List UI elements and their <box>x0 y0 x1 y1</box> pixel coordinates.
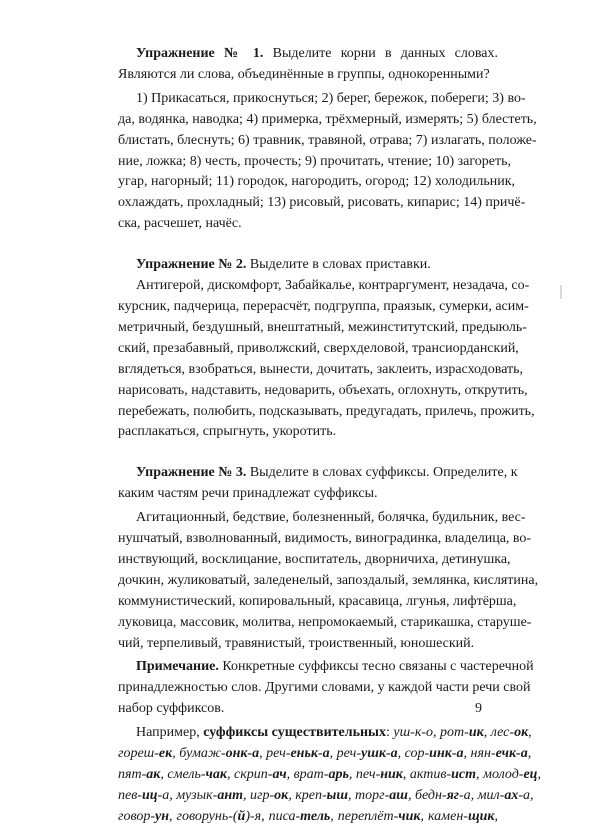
exercise-3-line: инствующий, восклицание, воспитатель, дворничиха, детинушка, <box>118 551 511 567</box>
exercise-2-line: вглядеться, взобраться, вынести, дочитать, заклеить, израсходовать, <box>118 361 524 377</box>
example-first-items <box>393 725 531 740</box>
example-word: , переплёт- <box>330 808 399 824</box>
example-bold-label: суффиксы существительных <box>203 725 386 741</box>
exercise-1-line: охлаждать, прохладный; 13) рисовый, рисовать, кипарис; 14) причё- <box>118 195 526 211</box>
example-lead: Например, <box>136 725 200 741</box>
note-label: Примечание. <box>136 659 219 675</box>
exercise-2-line: перебежать, полюбить, подсказывать, предугадать, прилечь, прожить, <box>118 403 535 419</box>
note-line-3: набор суффиксов. <box>118 701 225 717</box>
example-suffix: щик <box>467 808 495 824</box>
example-word: , креп- <box>288 787 327 803</box>
exercise-2-task: Выделите в словах приставки. <box>249 257 431 273</box>
example-word: , <box>527 746 532 762</box>
exercise-3-line: нушчатый, взволнованный, видимость, виноградинка, владелица, во- <box>118 531 532 547</box>
example-suffix: ант <box>217 787 243 803</box>
example-row-text <box>118 788 534 803</box>
note-line-2: принадлежностью слов. Другими словами, у каждой части речи свой <box>118 680 531 696</box>
note-line-1 <box>118 657 534 678</box>
exercise-1-body <box>118 89 537 235</box>
exercise-3-task-1: Выделите в словах суффиксы. Определите, к <box>249 465 518 481</box>
example-word: , бумаж- <box>172 746 226 762</box>
example-word: -а, мил- <box>458 787 505 803</box>
example-suffix: ун <box>155 808 170 824</box>
scan-mark <box>560 285 562 299</box>
exercise-2-line: ский, презабавный, приволжский, сверхделовой, трансиорданский, <box>118 340 519 356</box>
example-word: , <box>528 725 532 741</box>
exercise-3-line: луковица, массовик, молитва, непромокаемый, старикашка, старуше- <box>118 614 532 630</box>
example-word: , лес- <box>483 725 515 741</box>
example-word: , игр- <box>242 787 275 803</box>
exercise-1-line: да, водянка, наводка; 4) примерка, трёхмерный, измерять; 5) блестеть, <box>118 111 537 127</box>
example-suffix: онк-а <box>225 746 260 762</box>
example-suffix: ыш <box>326 787 349 803</box>
example-colon: : <box>385 725 390 741</box>
example-suffix: й <box>237 808 246 824</box>
exercise-3-line: Агитационный, бедствие, болезненный, болячка, будильник, вес- <box>136 510 526 526</box>
example-row <box>118 807 498 828</box>
example-word: , врат- <box>286 767 329 782</box>
example-word: , <box>537 767 541 782</box>
exercise-3-heading <box>118 463 518 505</box>
exercise-1-line: блистать, блеснуть; 6) травник, травяной, отрава; 7) излагать, положе- <box>118 132 537 148</box>
example-suffix: ушк-а <box>361 746 398 762</box>
exercise-3-body <box>118 508 539 654</box>
exercise-1-title: Упражнение № 1. <box>136 46 264 61</box>
example-row-text <box>118 809 498 824</box>
example-suffix: иц <box>141 787 158 803</box>
example-suffix: тель <box>300 808 331 824</box>
exercise-2-title: Упражнение № 2. <box>136 257 247 273</box>
example-suffix: инк-а <box>429 746 464 762</box>
example-row-text <box>118 746 531 761</box>
example-word: , камен- <box>420 808 468 824</box>
example-word: , реч- <box>259 746 291 762</box>
example-word: пят- <box>118 767 147 782</box>
exercise-3-line: чий, терпеливый, травянистый, троиственный, юношеский. <box>118 635 475 651</box>
example-line-1 <box>118 723 532 744</box>
example-word: , печ- <box>348 767 381 782</box>
example-word: , рот- <box>433 725 469 741</box>
example-word: , смель- <box>160 767 206 782</box>
exercise-2-heading <box>118 255 498 276</box>
example-suffix: ек <box>158 746 173 762</box>
exercise-1-line: ние, ложка; 8) честь, прочесть; 9) прочитать, чтение; 10) загореть, <box>118 153 511 169</box>
example-row <box>118 744 532 765</box>
example-suffix: аш <box>389 787 408 803</box>
example-word: уш-к-о <box>393 725 434 741</box>
example-suffix: ак <box>146 767 161 782</box>
example-word: , реч- <box>329 746 361 762</box>
exercise-3-line: дочкин, жуликоватый, заледенелый, запоздалый, землянка, кислятина, <box>118 572 539 588</box>
example-suffix: ач <box>272 767 287 782</box>
page-content <box>118 44 541 828</box>
example-suffix: ечк-а <box>495 746 528 762</box>
exercise-3-task-2: каким частям речи принадлежат суффиксы. <box>118 486 378 502</box>
exercise-3-line: коммунистический, копировальный, красавица, лгунья, лифтёрша, <box>118 593 517 609</box>
note-paragraph <box>118 657 534 720</box>
note-text-1: Конкретные суффиксы тесно связаны с частеречной <box>222 659 534 675</box>
example-word: , сор- <box>397 746 430 762</box>
example-word: -а, музык- <box>157 787 218 803</box>
exercise-3-title: Упражнение № 3. <box>136 465 247 481</box>
exercise-2-line: Антигерой, дискомфорт, Забайкалье, контраргумент, незадача, со- <box>136 278 530 294</box>
example-paragraph <box>118 723 541 828</box>
exercise-2-body <box>118 276 535 443</box>
example-word: пев- <box>118 787 142 803</box>
example-row-text <box>118 767 541 782</box>
example-row <box>118 786 534 807</box>
example-word: гореш- <box>118 746 159 762</box>
example-word: , говорунь-( <box>169 808 238 824</box>
example-suffix: ах <box>504 787 519 803</box>
example-word: , молод- <box>476 767 524 782</box>
example-suffix: чак <box>205 767 227 782</box>
exercise-1-heading <box>118 44 498 86</box>
example-word: , актив- <box>402 767 452 782</box>
example-word: , бедн- <box>407 787 447 803</box>
example-word: , торг- <box>348 787 390 803</box>
example-suffix: ист <box>451 767 477 782</box>
exercise-1-task: Выделите корни в данных словах. Являются ли слова, объединённые в группы, однокоренными? <box>118 46 499 82</box>
example-word: , нян- <box>463 746 496 762</box>
example-suffix: ок <box>274 787 289 803</box>
example-suffix: еньк-а <box>290 746 330 762</box>
example-suffix: ник <box>380 767 403 782</box>
exercise-1-line: угар, нагорный; 11) городок, нагородить, огород; 12) холодильник, <box>118 174 516 190</box>
example-word: , скрип- <box>227 767 273 782</box>
exercise-1-line: 1) Прикасаться, прикоснуться; 2) берег, бережок, побереги; 3) во- <box>136 90 526 106</box>
example-suffix: ик <box>468 725 484 741</box>
example-word: говор- <box>118 808 156 824</box>
exercise-2-line: курсник, падчерица, перерасчёт, подгруппа, праязык, сумерки, асим- <box>118 298 529 314</box>
example-row <box>118 765 541 786</box>
example-suffix: яг <box>446 787 459 803</box>
exercise-2-line: метричный, бездушный, внештатный, межинститутский, предыюль- <box>118 319 527 335</box>
example-word: -а, <box>518 787 534 803</box>
example-word: , <box>494 808 498 824</box>
exercise-2-line: нарисовать, надставить, недоварить, объехать, оглохнуть, открутить, <box>118 382 528 398</box>
example-suffix: чик <box>398 808 421 824</box>
example-word: )-я, писа- <box>245 808 301 824</box>
exercise-1-line: ска, расчешет, начёс. <box>118 216 242 232</box>
exercise-2-line: расплакаться, спрыгнуть, укоротить. <box>118 424 337 440</box>
example-suffix: арь <box>328 767 349 782</box>
example-suffix: ок <box>514 725 529 741</box>
page-number: 9 <box>475 701 482 716</box>
example-suffix: ец <box>523 767 538 782</box>
exercise-3-task-line <box>118 463 518 484</box>
